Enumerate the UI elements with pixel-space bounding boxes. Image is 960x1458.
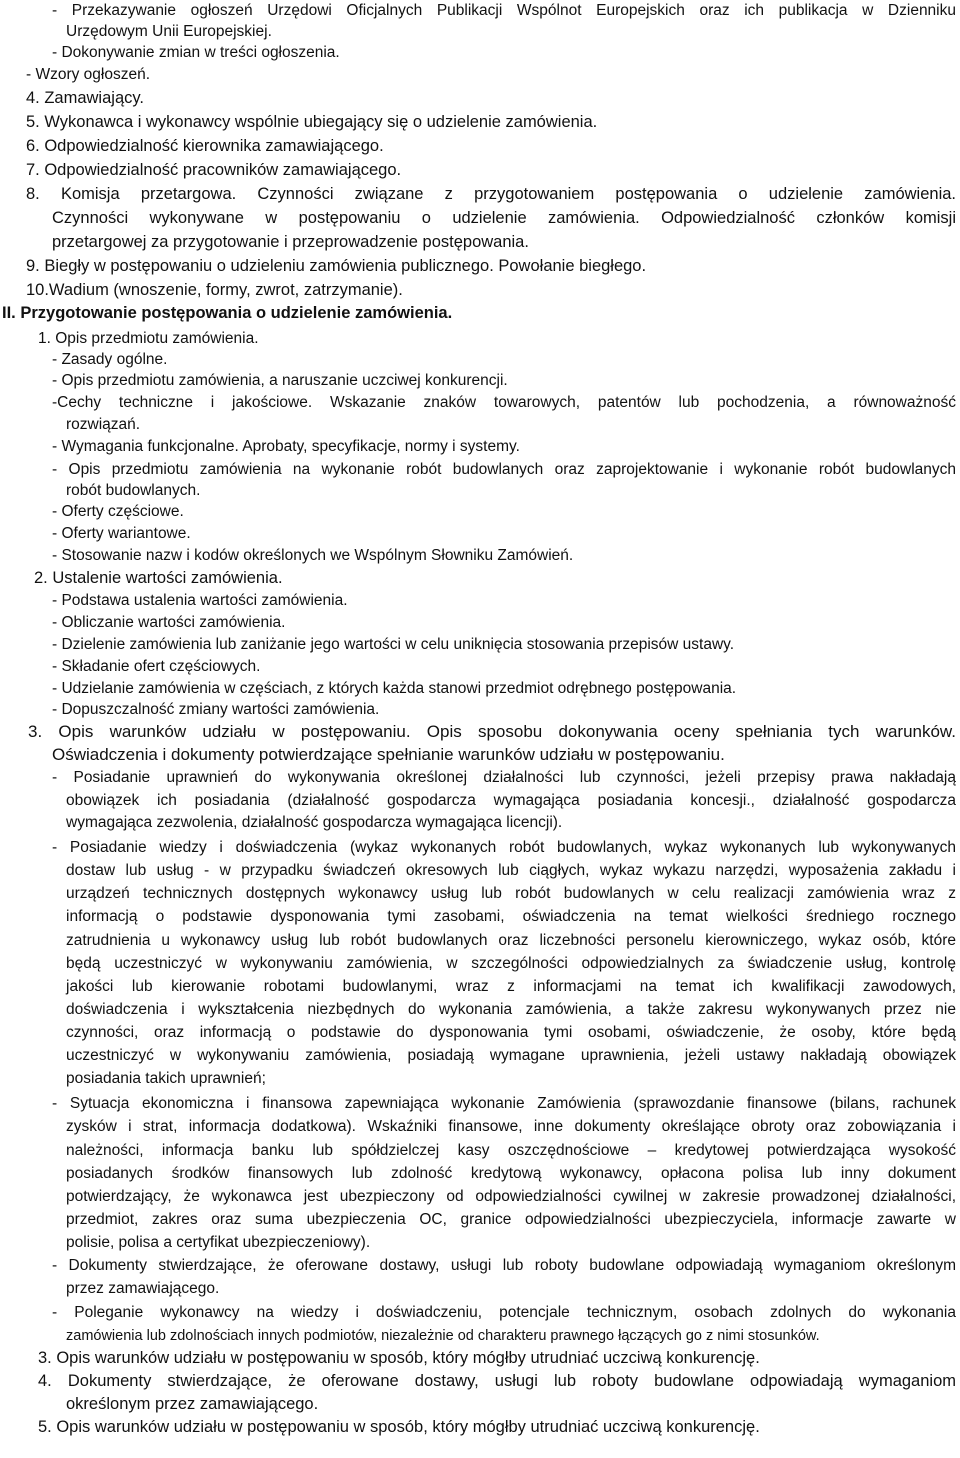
text-line: 1. Opis przedmiotu zamówienia.	[38, 330, 259, 347]
text-line: 3. Opis warunków udziału w postępowaniu w sposób, który mógłby utrudniać uczciwą konkurencję.	[38, 1349, 760, 1367]
text-line: - Wzory ogłoszeń.	[26, 66, 151, 83]
text-line: będą uczestniczyć w wykonywaniu zamówienia, w szczególności odpowiedzialnych za świadczenie usług, kontrolę	[66, 955, 956, 972]
text-line: 4. Zamawiający.	[26, 89, 144, 107]
text-line: określonym przez zamawiającego.	[66, 1395, 319, 1413]
text-line: Czynności wykonywane w postępowaniu o udzielenie zamówienia. Odpowiedzialność członków komisji	[52, 209, 956, 227]
text-line: zamówienia lub zdolnościach innych podmiotów, niezależnie od charakteru prawnego łączących go z nimi stosunków.	[66, 1328, 820, 1344]
text-line: obowiązek ich posiadania (działalność gospodarcza wymagająca posiadania koncesji., działalność gospodarcza	[66, 792, 956, 809]
text-line: - Stosowanie nazw i kodów określonych we Wspólnym Słowniku Zamówień.	[52, 547, 574, 564]
text-line: posiadanych środków finansowych lub zdolność kredytową wykonawcy, opłacona polisa lub inny dokument	[66, 1165, 956, 1182]
text-line: zysków i strat, informacja dodatkowa). Wskaźniki finansowe, inne dokumenty określające obroty oraz zobowiązania i	[66, 1118, 956, 1135]
text-line: robót budowlanych.	[66, 482, 201, 499]
text-line: 5. Wykonawca i wykonawcy wspólnie ubiegający się o udzielenie zamówienia.	[26, 113, 598, 131]
text-line: 10.Wadium (wnoszenie, formy, zwrot, zatrzymanie).	[26, 281, 403, 299]
text-line: przetargowej za przygotowanie i przeprowadzenie postępowania.	[52, 233, 529, 251]
text-line: - Poleganie wykonawcy na wiedzy i doświadczeniu, potencjale technicznym, osobach zdolnych do wykonania	[52, 1304, 956, 1321]
text-line: zatrudnienia u wykonawcy usług lub robót budowlanych oraz liczebności personelu kierowniczego, wykaz osób, które	[66, 932, 956, 949]
text-line: - Przekazywanie ogłoszeń Urzędowi Oficjalnych Publikacji Wspólnot Europejskich oraz ich publikacja w Dzienniku	[52, 2, 956, 19]
text-line: 7. Odpowiedzialność pracowników zamawiającego.	[26, 161, 402, 179]
text-line: - Dokonywanie zmian w treści ogłoszenia.	[52, 44, 340, 61]
text-line: - Obliczanie wartości zamówienia.	[52, 614, 286, 631]
text-line: - Dzielenie zamówienia lub zaniżanie jego wartości w celu uniknięcia stosowania przepisów ustawy.	[52, 636, 735, 653]
text-line: posiadania takich uprawnień;	[66, 1070, 266, 1087]
text-line: rozwiązań.	[66, 416, 141, 433]
text-line: jakości lub kierowanie robotami budowlanymi, wraz z informacjami na temat ich kwalifikacji zawodowych,	[66, 978, 956, 995]
text-line: - Sytuacja ekonomiczna i finansowa zapewniająca wykonanie Zamówienia (sprawozdanie finansowe (bilans, rachunek	[52, 1095, 956, 1112]
text-line: 3. Opis warunków udziału w postępowaniu. Opis sposobu dokonywania oceny spełniania tych warunków.	[28, 722, 956, 741]
text-line: czynności, oraz informacją o podstawie do dysponowania tymi osobami, oświadczenie, że osoby, które będą	[66, 1024, 956, 1041]
text-line: polisie, polisa a certyfikat ubezpieczeniowy).	[66, 1234, 371, 1251]
text-line: dostaw lub usług - w przypadku świadczeń okresowych lub ciągłych, wykaz wykazu narzędzi, wyposażenia zakładu i	[66, 862, 956, 879]
text-line: Oświadczenia i dokumenty potwierdzające spełnianie warunków udziału w postępowaniu.	[52, 745, 725, 764]
text-line: - Oferty częściowe.	[52, 503, 184, 520]
text-line: - Opis przedmiotu zamówienia, a naruszanie uczciwej konkurencji.	[52, 372, 508, 389]
text-line: 5. Opis warunków udziału w postępowaniu w sposób, który mógłby utrudniać uczciwą konkurencję.	[38, 1418, 760, 1436]
text-line: uczestniczyć w wykonywaniu zamówienia, posiadają wymagane uprawnienia, jeżeli ustawy nakładają obowiązek	[66, 1047, 956, 1064]
text-line: -Cechy techniczne i jakościowe. Wskazanie znaków towarowych, patentów lub pochodzenia, a równoważność	[52, 394, 956, 411]
text-line: - Podstawa ustalenia wartości zamówienia.	[52, 592, 348, 609]
text-line: - Składanie ofert częściowych.	[52, 658, 261, 675]
text-line: przedmiot, zakres oraz suma ubezpieczenia OC, granice odpowiedzialności ubezpieczyciela, informacje zawarte w	[66, 1211, 956, 1228]
text-line: - Oferty wariantowe.	[52, 525, 191, 542]
text-line: - Wymagania funkcjonalne. Aprobaty, specyfikacje, normy i systemy.	[52, 438, 520, 455]
text-line: 4. Dokumenty stwierdzające, że oferowane dostawy, usługi lub roboty budowlane odpowiadają wymaganiom	[38, 1372, 956, 1390]
text-line: potwierdzający, że wykonawca jest ubezpieczony od odpowiedzialności cywilnej w zakresie prowadzonej działalności,	[66, 1188, 956, 1205]
text-line: wymagająca zezwolenia, działalność gospodarcza wymagająca licencji).	[66, 814, 563, 831]
text-line: - Dopuszczalność zmiany wartości zamówienia.	[52, 701, 380, 718]
text-line: - Udzielanie zamówienia w częściach, z których każda stanowi przedmiot odrębnego postępowania.	[52, 680, 737, 697]
text-line: - Dokumenty stwierdzające, że oferowane dostawy, usługi lub roboty budowlane odpowiadają wymaganiom określonym	[52, 1257, 956, 1274]
text-line: 2. Ustalenie wartości zamówienia.	[34, 569, 283, 587]
text-line: Urzędowym Unii Europejskiej.	[66, 23, 272, 40]
text-line: - Posiadanie wiedzy i doświadczenia (wykaz wykonanych robót budowlanych, wykaz wykonanych lub wykonywanych	[52, 839, 956, 856]
text-line: - Opis przedmiotu zamówienia na wykonanie robót budowlanych oraz zaprojektowanie i wykonanie robót budowlanych	[52, 461, 956, 478]
text-line: przez zamawiającego.	[66, 1280, 220, 1297]
text-line: 8. Komisja przetargowa. Czynności związane z przygotowaniem postępowania o udzielenie zamówienia.	[26, 185, 956, 203]
text-line: doświadczenia i wykształcenia niezbędnych do wykonania zamówienia, a także zakresu wykonywanych przez nie	[66, 1001, 956, 1018]
text-line: - Zasady ogólne.	[52, 351, 168, 368]
text-line: 6. Odpowiedzialność kierownika zamawiającego.	[26, 137, 384, 155]
text-line: informacją o podstawie dysponowania tymi zasobami, oświadczenia na temat wielkości średniego rocznego	[66, 908, 956, 925]
section-heading: II. Przygotowanie postępowania o udzielenie zamówienia.	[2, 304, 453, 322]
text-line: 9. Biegły w postępowaniu o udzieleniu zamówienia publicznego. Powołanie biegłego.	[26, 257, 647, 275]
text-line: - Posiadanie uprawnień do wykonywania określonej działalności lub czynności, jeżeli przepisy prawa nakładają	[52, 769, 956, 786]
text-line: należności, informacja banku lub spółdzielczej kasy oszczędnościowe – kredytowej potwierdzająca wysokość	[66, 1142, 956, 1159]
text-line: urządzeń technicznych dostępnych wykonawcy usług lub robót budowlanych w celu realizacji zamówienia wraz z	[66, 885, 956, 902]
